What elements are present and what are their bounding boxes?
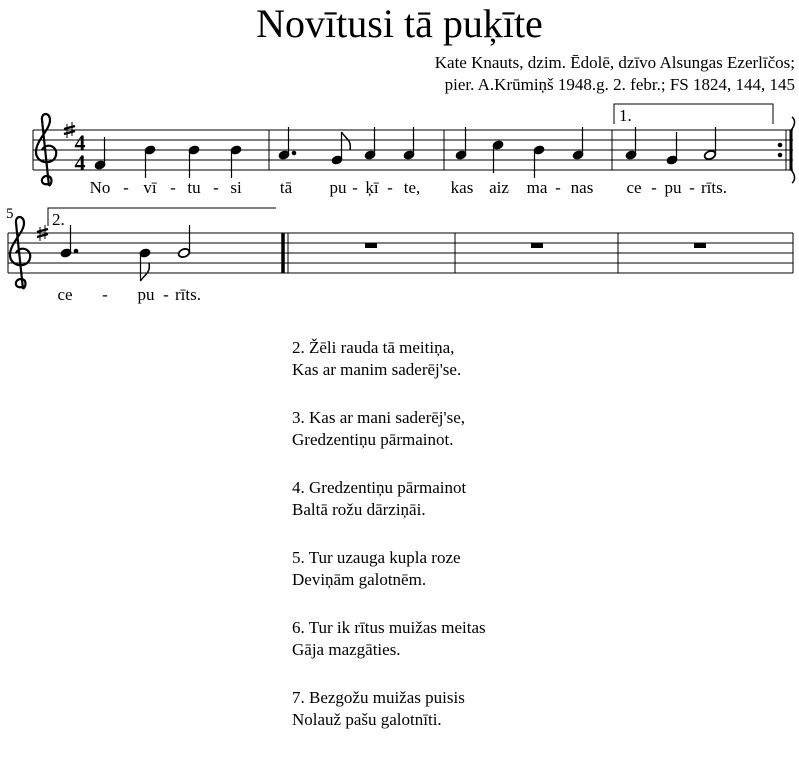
lyrics-line-2	[57, 285, 201, 304]
verse-6	[292, 617, 486, 661]
lyric-syllable: ķī	[365, 178, 379, 197]
lyric-syllable: No	[89, 178, 111, 197]
verse-2	[292, 337, 486, 381]
lyric-syllable: rīts.	[701, 178, 727, 197]
measure-2	[278, 127, 415, 165]
verse-line: 6. Tur ik rītus muižas meitas	[292, 618, 486, 637]
verse-line: Deviņām galotnēm.	[292, 570, 427, 589]
lyric-hyphen: -	[170, 178, 176, 197]
verse-line: Gredzentiņu pārmainot.	[292, 430, 454, 449]
lyric-hyphen: -	[123, 178, 129, 197]
volta-2-label: 2.	[52, 210, 65, 229]
whole-rest-icon	[365, 243, 377, 248]
lyric-syllable: ma	[526, 178, 548, 197]
verses	[292, 337, 486, 757]
lyric-syllable: aiz	[489, 178, 509, 197]
volta-1-bracket	[614, 104, 773, 124]
source-line-2: pier. A.Krūmiņš 1948.g. 2. febr.; FS 1824, 144, 145	[444, 75, 795, 94]
lyrics-line-1	[90, 178, 727, 197]
verse-line: Kas ar manim saderēj'se.	[292, 360, 462, 379]
lyric-hyphen: -	[102, 285, 108, 304]
verse-line: 2. Žēli rauda tā meitiņa,	[292, 338, 455, 357]
whole-rest-icon	[531, 243, 543, 248]
time-signature-bottom: 4	[74, 150, 86, 175]
lyric-hyphen: -	[689, 178, 695, 197]
verse-4	[292, 477, 486, 521]
staff-system-2	[8, 233, 793, 273]
lyric-syllable: ce	[57, 285, 73, 304]
verse-line: 5. Tur uzauga kupla roze	[292, 548, 461, 567]
verse-3	[292, 407, 486, 451]
verse-line: Gāja mazgāties.	[292, 640, 401, 659]
lyric-syllable: vī	[143, 178, 157, 197]
verse-line: 7. Bezgožu muižas puisis	[292, 688, 465, 707]
lyric-syllable: rīts.	[175, 285, 201, 304]
lyric-syllable: pu	[137, 285, 155, 304]
time-signature-top: 4	[74, 130, 86, 155]
source-line-1: Kate Knauts, dzim. Ēdolē, dzīvo Alsungas Ezerlīčos;	[434, 53, 795, 72]
song-title: Novītusi tā puķīte	[256, 1, 543, 46]
lyric-syllable: pu	[664, 178, 682, 197]
verse-line: Baltā rožu dārziņāi.	[292, 500, 426, 519]
verse-line: 3. Kas ar mani saderēj'se,	[292, 408, 465, 427]
lyric-hyphen: -	[213, 178, 219, 197]
measure-1	[94, 137, 242, 178]
lyric-hyphen: -	[555, 178, 561, 197]
verse-line: 4. Gredzentiņu pārmainot	[292, 478, 467, 497]
music-score	[0, 0, 799, 330]
whole-rest-icon	[694, 243, 706, 248]
measure-number: 5	[6, 206, 14, 222]
volta-1-label: 1.	[619, 106, 632, 125]
lyric-syllable: tā	[279, 178, 293, 197]
lyric-hyphen: -	[651, 178, 657, 197]
lyric-syllable: si	[230, 178, 242, 197]
verse-line: Nolauž pašu galotnīti.	[292, 710, 442, 729]
lyric-hyphen: -	[387, 178, 393, 197]
lyric-syllable: nas	[570, 178, 594, 197]
measure-4	[625, 127, 716, 165]
lyric-hyphen: -	[352, 178, 358, 197]
lyric-syllable: kas	[450, 178, 474, 197]
lyric-syllable: ce	[626, 178, 642, 197]
verse-5	[292, 547, 486, 591]
lyric-hyphen: -	[163, 285, 169, 304]
lyric-syllable: tu	[187, 178, 201, 197]
lyric-syllable: pu	[329, 178, 347, 197]
volta-2-bracket	[48, 208, 276, 226]
lyric-syllable: te,	[403, 178, 421, 197]
verse-7	[292, 687, 486, 731]
